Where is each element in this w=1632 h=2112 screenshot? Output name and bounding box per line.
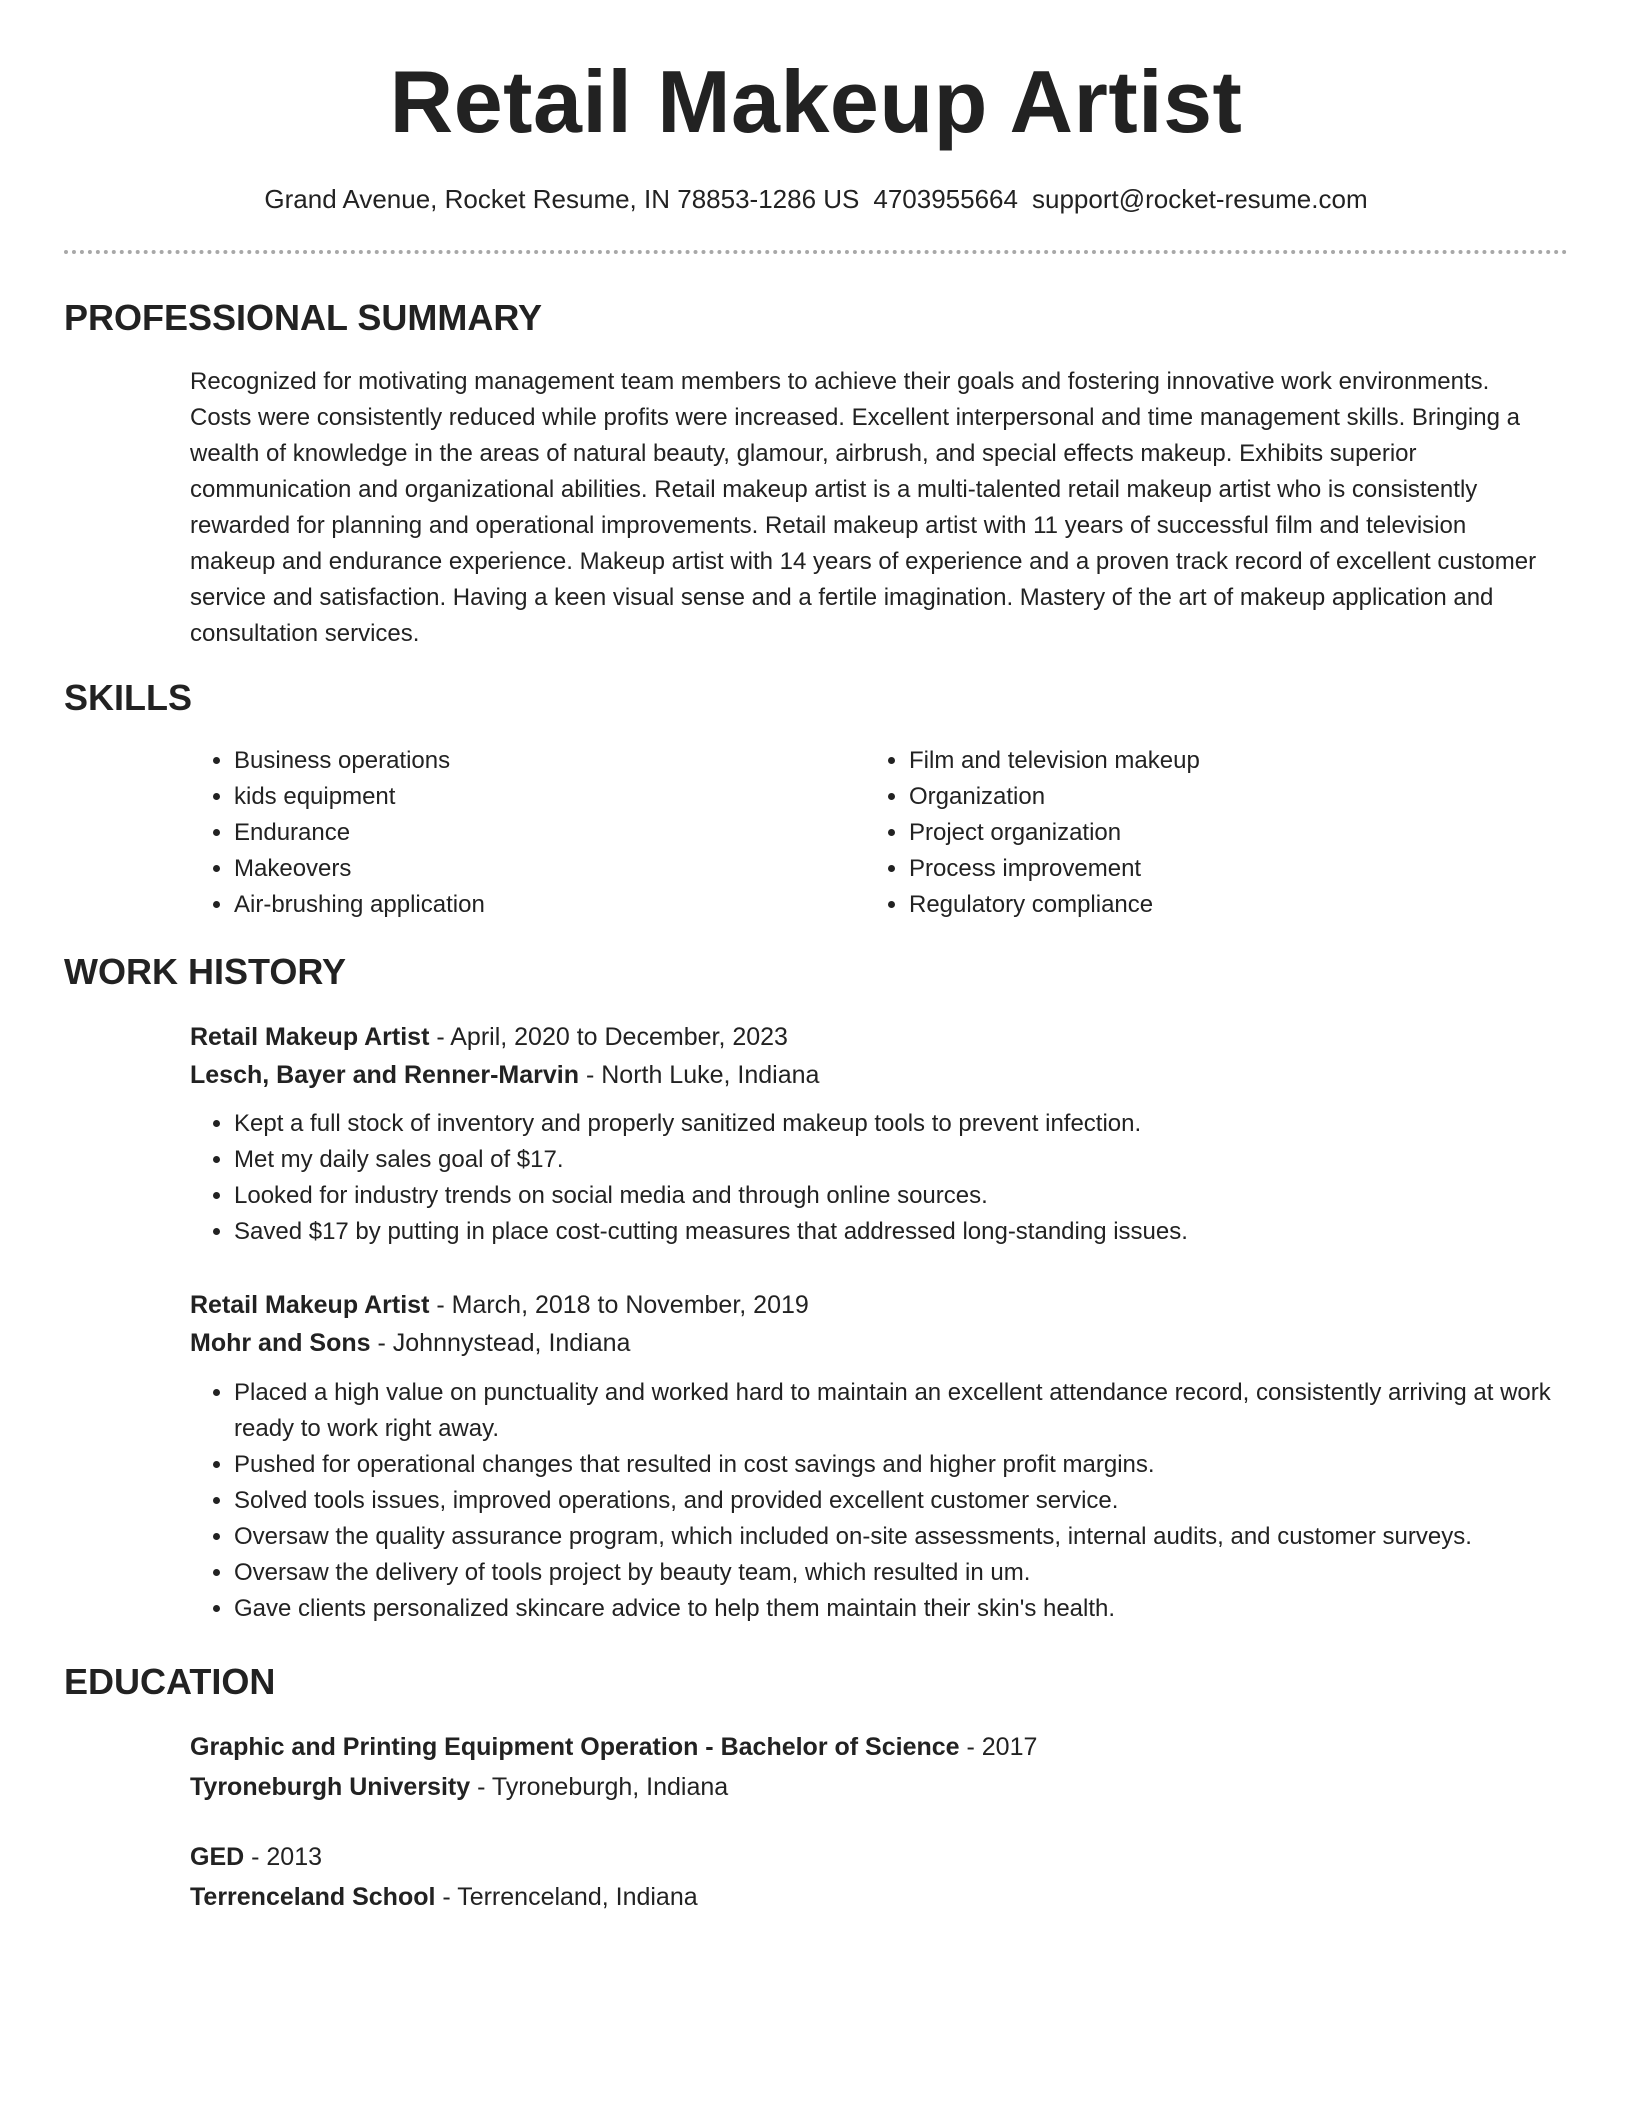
school: Tyroneburgh University — [190, 1773, 471, 1801]
job-title: Retail Makeup Artist — [190, 1291, 430, 1319]
skill-item: • Organization — [909, 779, 1505, 815]
skills-right-column — [865, 743, 1505, 923]
job-entry — [190, 1286, 1560, 1362]
summary-text: Recognized for motivating management team members to achieve their goals and fostering innovative work environments. Costs were consistently reduced while profits were increased. Excellent interpersonal and time management skills. Bringing a wealth of knowledge in the areas of natural beauty, glamour, airbrush, and special effects makeup. Exhibits superior communication and organizational abilities. Retail makeup artist is a multi-talented retail makeup artist who is consistently rewarded for planning and operational improvements. Retail makeup artist with 11 years of successful film and television makeup and endurance experience. Makeup artist with 14 years of experience and a proven track record of excellent customer service and satisfaction. Having a keen visual sense and a fertile imagination. Mastery of the art of makeup application and consultation services. — [190, 368, 1537, 647]
degree-year: - 2013 — [244, 1843, 323, 1871]
job-bullet: • Gave clients personalized skincare advice to help them maintain their skin's health. — [234, 1591, 1560, 1627]
job-bullet: • Oversaw the quality assurance program, which included on-site assessments, internal audits, and customer surveys. — [234, 1519, 1560, 1555]
work-history-heading: WORK HISTORY — [64, 951, 347, 992]
education-entry — [190, 1728, 1560, 1806]
job-bullet: • Met my daily sales goal of $17. — [234, 1142, 1560, 1178]
contact-email: support@rocket-resume.com — [1031, 184, 1368, 214]
skills-left-column — [190, 743, 830, 923]
job-title-line — [190, 1286, 1560, 1324]
job-bullet: • Placed a high value on punctuality and worked hard to maintain an excellent attendance record, consistently arriving at work ready to work right away. — [234, 1375, 1560, 1447]
job-bullet: • Kept a full stock of inventory and properly sanitized makeup tools to prevent infection. — [234, 1106, 1560, 1142]
skills-section — [64, 676, 1568, 720]
job-company: Mohr and Sons — [190, 1329, 371, 1357]
job-dates: - March, 2018 to November, 2019 — [429, 1291, 809, 1319]
job-title: Retail Makeup Artist — [190, 1023, 430, 1051]
school-location: - Terrenceland, Indiana — [435, 1883, 698, 1911]
school-line — [190, 1768, 1560, 1806]
job-company-line — [190, 1324, 1560, 1362]
job-bullet: • Solved tools issues, improved operations, and provided excellent customer service. — [234, 1483, 1560, 1519]
skill-item: • Air-brushing application — [234, 887, 830, 923]
job-title-line — [190, 1018, 1560, 1056]
education-section — [64, 1660, 1568, 1704]
skill-item: • Regulatory compliance — [909, 887, 1505, 923]
degree: Graphic and Printing Equipment Operation - Bachelor of Science — [190, 1733, 960, 1761]
job-company-line — [190, 1056, 1560, 1094]
skill-item: • Business operations — [234, 743, 830, 779]
work-history-section — [64, 950, 1568, 994]
job-bullet: • Pushed for operational changes that resulted in cost savings and higher profit margins. — [234, 1447, 1560, 1483]
job-dates: - April, 2020 to December, 2023 — [429, 1023, 788, 1051]
job-location: - Johnnystead, Indiana — [370, 1329, 631, 1357]
job-entry — [190, 1018, 1560, 1094]
contact-address: Grand Avenue, Rocket Resume, IN 78853-1286 US — [264, 184, 860, 214]
job-bullets — [190, 1106, 1560, 1250]
job-company: Lesch, Bayer and Renner-Marvin — [190, 1061, 580, 1089]
skill-item: • Endurance — [234, 815, 830, 851]
skill-item: • Makeovers — [234, 851, 830, 887]
skill-item: • Film and television makeup — [909, 743, 1505, 779]
summary-body — [190, 364, 1550, 652]
degree: GED — [190, 1843, 245, 1871]
education-entry — [190, 1838, 1560, 1916]
degree-line — [190, 1838, 1560, 1876]
school: Terrenceland School — [190, 1883, 436, 1911]
school-line — [190, 1878, 1560, 1916]
job-location: - North Luke, Indiana — [579, 1061, 820, 1089]
school-location: - Tyroneburgh, Indiana — [470, 1773, 729, 1801]
summary-section — [64, 296, 1568, 340]
contact-line — [0, 181, 1632, 217]
job-bullet: • Saved $17 by putting in place cost-cutting measures that addressed long-standing issues. — [234, 1214, 1560, 1250]
skill-item: • kids equipment — [234, 779, 830, 815]
skills-heading: SKILLS — [64, 677, 193, 718]
skill-item: • Project organization — [909, 815, 1505, 851]
summary-heading: PROFESSIONAL SUMMARY — [64, 297, 543, 338]
header-divider — [64, 250, 1568, 254]
contact-phone: 4703955664 — [873, 184, 1018, 214]
job-bullet: • Looked for industry trends on social media and through online sources. — [234, 1178, 1560, 1214]
skill-item: • Process improvement — [909, 851, 1505, 887]
job-bullet: • Oversaw the delivery of tools project by beauty team, which resulted in um. — [234, 1555, 1560, 1591]
education-heading: EDUCATION — [64, 1661, 276, 1702]
job-bullets — [190, 1375, 1560, 1627]
degree-year: - 2017 — [959, 1733, 1038, 1761]
degree-line — [190, 1728, 1560, 1766]
candidate-name: Retail Makeup Artist — [389, 52, 1243, 151]
